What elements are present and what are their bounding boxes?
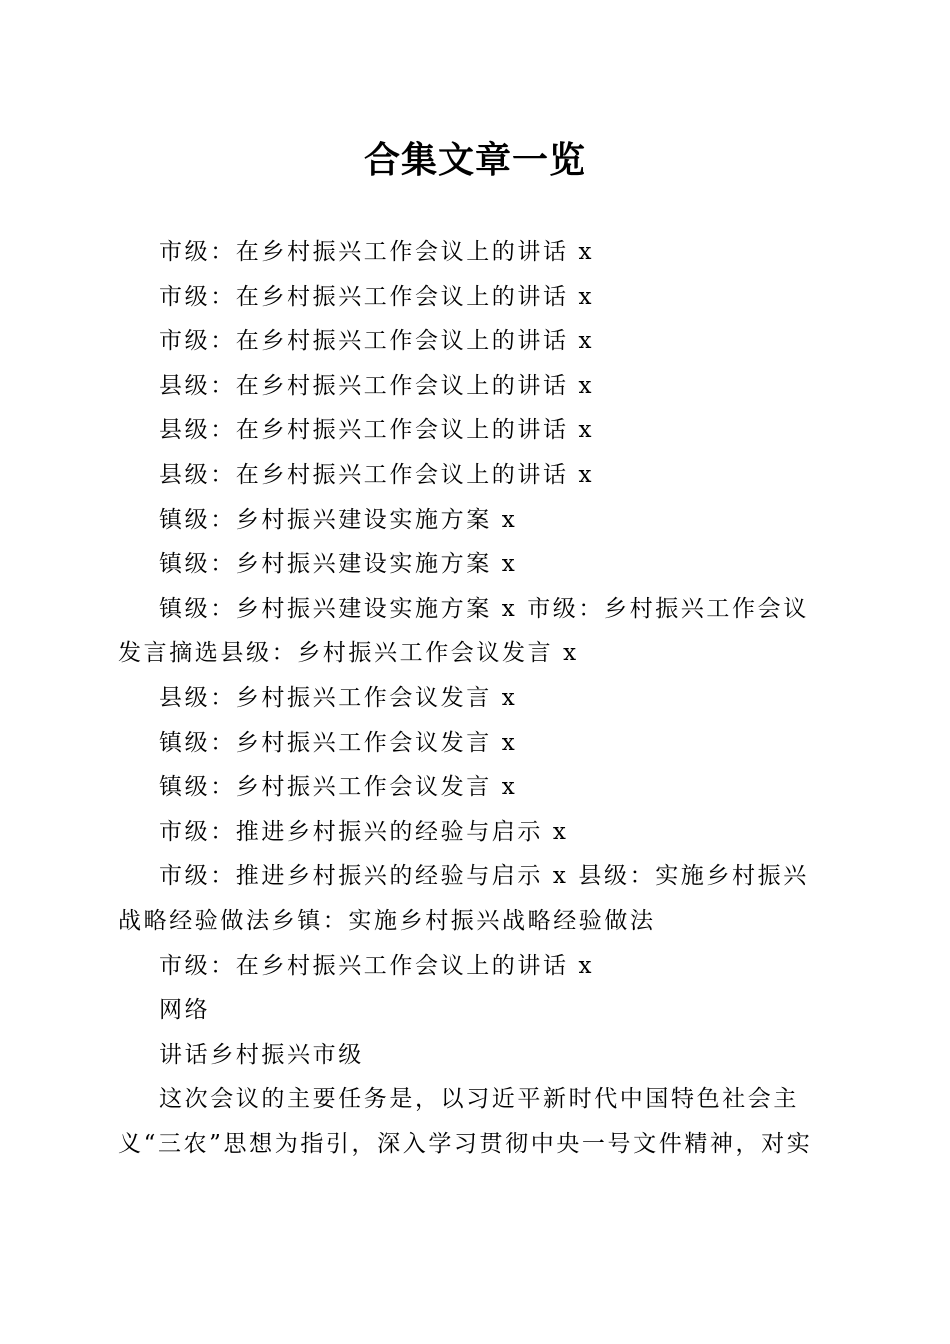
document-title: 合集文章一览 (363, 139, 586, 181)
paragraph: 市级：推进乡村振兴的经验与启示 x (159, 818, 569, 845)
paragraph: 镇级：乡村振兴工作会议发言 x (159, 729, 518, 756)
document-body (118, 230, 830, 1166)
paragraph: 市级：在乡村振兴工作会议上的讲话 x (159, 952, 595, 979)
paragraph: 这次会议的主要任务是，以习近平新时代中国特色社会主义“三农”思想为指引，深入学习贯彻中央一号文件精神，对实 (118, 1086, 813, 1157)
paragraph: 县级：乡村振兴工作会议发言 x (159, 684, 518, 711)
paragraph: 市级：在乡村振兴工作会议上的讲话 x (159, 283, 595, 310)
paragraph: 县级：在乡村振兴工作会议上的讲话 x (159, 372, 595, 399)
paragraph: 镇级：乡村振兴建设实施方案 x 市级：乡村振兴工作会议发言摘选县级：乡村振兴工作会议发言 x (118, 595, 809, 667)
paragraph: 市级：在乡村振兴工作会议上的讲话 x (159, 239, 595, 265)
paragraph: 镇级：乡村振兴建设实施方案 x (159, 506, 518, 533)
paragraph: 市级：推进乡村振兴的经验与启示 x 县级：实施乡村振兴战略经验做法乡镇：实施乡村振兴战略经验做法 (118, 863, 809, 934)
paragraph: 网络 (159, 997, 211, 1024)
paragraph: 镇级：乡村振兴工作会议发言 x (159, 774, 518, 801)
paragraph: 市级：在乡村振兴工作会议上的讲话 x (159, 328, 595, 355)
paragraph: 县级：在乡村振兴工作会议上的讲话 x (159, 417, 595, 444)
paragraph: 讲话乡村振兴市级 (159, 1041, 364, 1068)
paragraph: 县级：在乡村振兴工作会议上的讲话 x (159, 461, 595, 488)
paragraph: 镇级：乡村振兴建设实施方案 x (159, 551, 518, 578)
